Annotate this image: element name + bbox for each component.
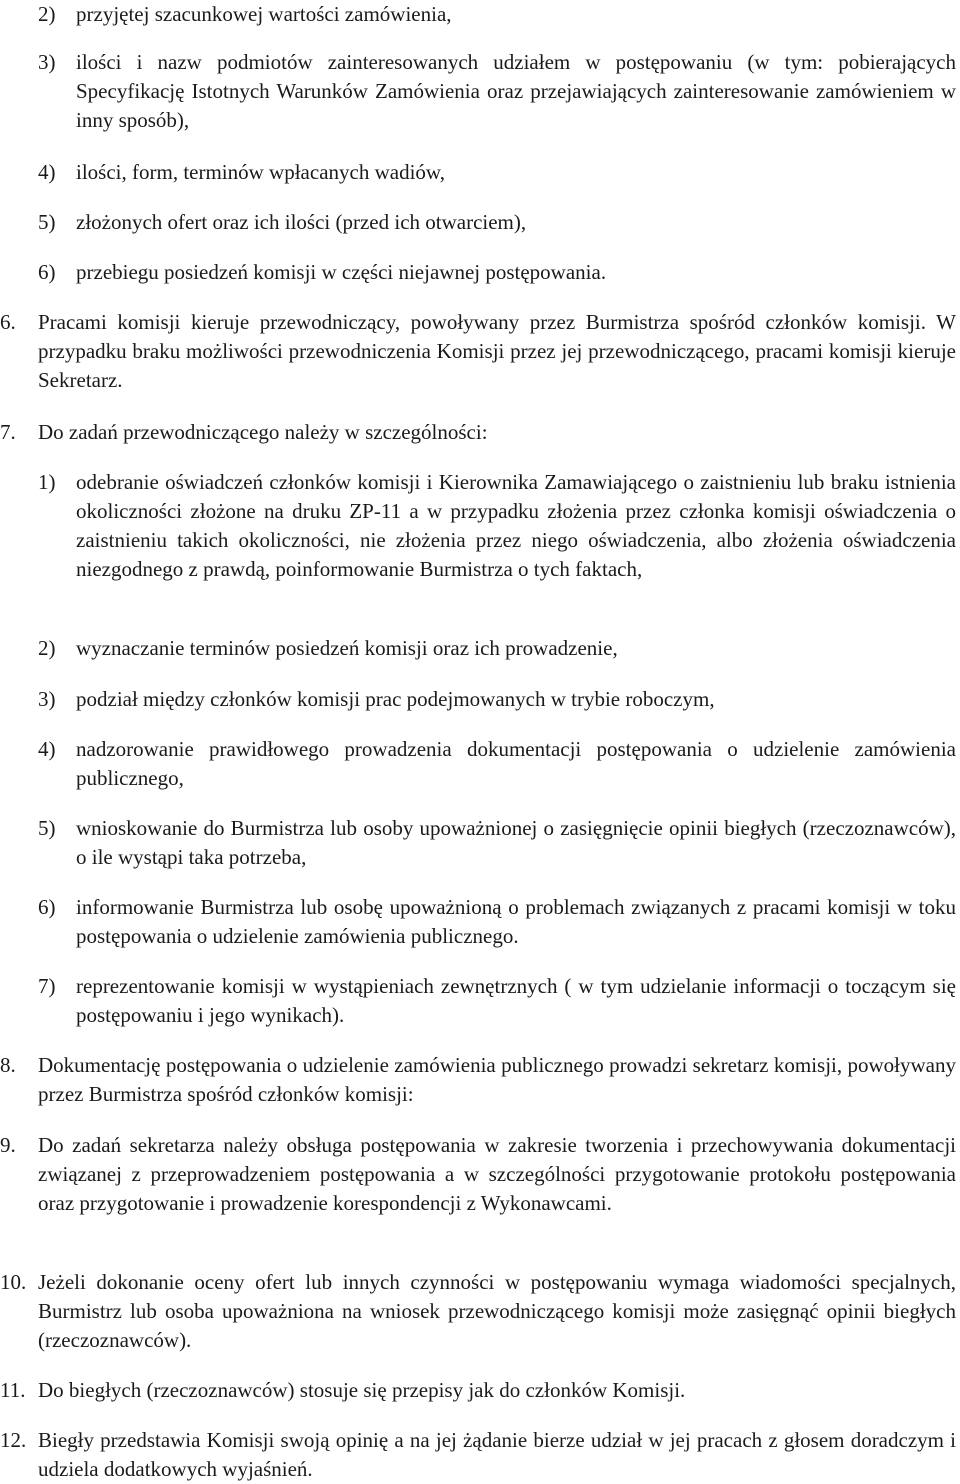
item-text: informowanie Burmistrza lub osobę upoważnioną o problemach związanych z pracami komisji w toku postępowania o udzielenie zamówienia publicznego. <box>76 895 956 948</box>
item-number: 3) <box>38 50 56 74</box>
point-text: Biegły przedstawia Komisji swoją opinię a na jej żądanie bierze udział w jej pracach z głosem doradczym i udziela dodatkowych wyjaśnień. <box>38 1428 956 1481</box>
point-number: 11. <box>0 1378 26 1402</box>
item-text: nadzorowanie prawidłowego prowadzenia dokumentacji postępowania o udzielenie zamówienia publicznego, <box>76 737 956 790</box>
item-text: złożonych ofert oraz ich ilości (przed ich otwarciem), <box>76 210 527 234</box>
point-text: Pracami komisji kieruje przewodniczący, powoływany przez Burmistrza spośród członków komisji. W przypadku braku możliwości przewodniczenia Komisji przez jej przewodniczącego, pracami komisji kieruje Sekretarz. <box>38 310 956 392</box>
item-number: 6) <box>38 895 56 919</box>
item-text: podział między członków komisji prac podejmowanych w trybie roboczym, <box>76 687 715 711</box>
duty-item-4 <box>38 735 956 793</box>
point-text: Do zadań przewodniczącego należy w szczególności: <box>38 420 488 444</box>
item-number: 5) <box>38 816 56 840</box>
item-number: 1) <box>38 470 56 494</box>
top-item-6 <box>38 258 956 287</box>
item-text: odebranie oświadczeń członków komisji i Kierownika Zamawiającego o zaistnieniu lub braku istnienia okoliczności złożone na druku ZP-11 a w przypadku złożenia przez członka komisji oświadczenia o zaistnieniu takich okoliczności, nie złożenia przez niego oświadczenia, albo złożenia oświadczenia niezgodnego z prawdą, poinformowanie Burmistrza o tych faktach, <box>76 470 956 581</box>
point-text: Jeżeli dokonanie oceny ofert lub innych czynności w postępowaniu wymaga wiadomości specjalnych, Burmistrz lub osoba upoważniona na wniosek przewodniczącego komisji może zasięgnąć opinii biegłych (rzeczoznawców). <box>38 1270 956 1352</box>
duty-item-6 <box>38 893 956 951</box>
point-number: 10. <box>0 1270 27 1294</box>
duty-item-3 <box>38 685 956 714</box>
item-number: 4) <box>38 737 56 761</box>
point-number: 12. <box>0 1428 27 1452</box>
duty-item-5 <box>38 814 956 872</box>
top-item-4 <box>38 158 956 187</box>
item-number: 2) <box>38 636 56 660</box>
top-item-5 <box>38 208 956 237</box>
point-number: 6. <box>0 310 16 334</box>
item-number: 2) <box>38 2 56 26</box>
point-8 <box>0 1051 956 1109</box>
item-text: wyznaczanie terminów posiedzeń komisji oraz ich prowadzenie, <box>76 636 618 660</box>
point-text: Do biegłych (rzeczoznawców) stosuje się przepisy jak do członków Komisji. <box>38 1378 686 1402</box>
point-number: 8. <box>0 1053 16 1077</box>
item-text: reprezentowanie komisji w wystąpieniach zewnętrznych ( w tym udzielanie informacji o toczącym się postępowaniu i jego wynikach). <box>76 974 956 1027</box>
item-text: przyjętej szacunkowej wartości zamówienia, <box>76 2 452 26</box>
point-9 <box>0 1131 956 1218</box>
top-item-3 <box>38 48 956 135</box>
item-number: 4) <box>38 160 56 184</box>
point-10 <box>0 1268 956 1355</box>
duty-item-1 <box>38 468 956 584</box>
point-number: 9. <box>0 1133 16 1157</box>
point-number: 7. <box>0 420 16 444</box>
duty-item-7 <box>38 972 956 1030</box>
point-text: Do zadań sekretarza należy obsługa postępowania w zakresie tworzenia i przechowywania dokumentacji związanej z przeprowadzeniem postępowania a w szczególności przygotowanie protokołu postępowania oraz przygotowanie i prowadzenie korespondencji z Wykonawcami. <box>38 1133 956 1215</box>
duty-item-2 <box>38 634 956 663</box>
item-text: przebiegu posiedzeń komisji w części niejawnej postępowania. <box>76 260 607 284</box>
item-number: 5) <box>38 210 56 234</box>
item-number: 7) <box>38 974 56 998</box>
point-text: Dokumentację postępowania o udzielenie zamówienia publicznego prowadzi sekretarz komisji, powoływany przez Burmistrza spośród członków komisji: <box>38 1053 956 1106</box>
point-6 <box>0 308 956 395</box>
point-12 <box>0 1426 956 1484</box>
item-text: ilości, form, terminów wpłacanych wadiów, <box>76 160 445 184</box>
item-number: 6) <box>38 260 56 284</box>
item-text: ilości i nazw podmiotów zainteresowanych udziałem w postępowaniu (w tym: pobierających Specyfikację Istotnych Warunków Zamówienia oraz przejawiających zainteresowanie zamówieniem w inny sposób), <box>76 50 956 132</box>
item-number: 3) <box>38 687 56 711</box>
point-11 <box>0 1376 956 1405</box>
point-7 <box>0 418 956 447</box>
item-text: wnioskowanie do Burmistrza lub osoby upoważnionej o zasięgnięcie opinii biegłych (rzeczoznawców), o ile wystąpi taka potrzeba, <box>76 816 956 869</box>
top-item-2 <box>38 0 956 29</box>
